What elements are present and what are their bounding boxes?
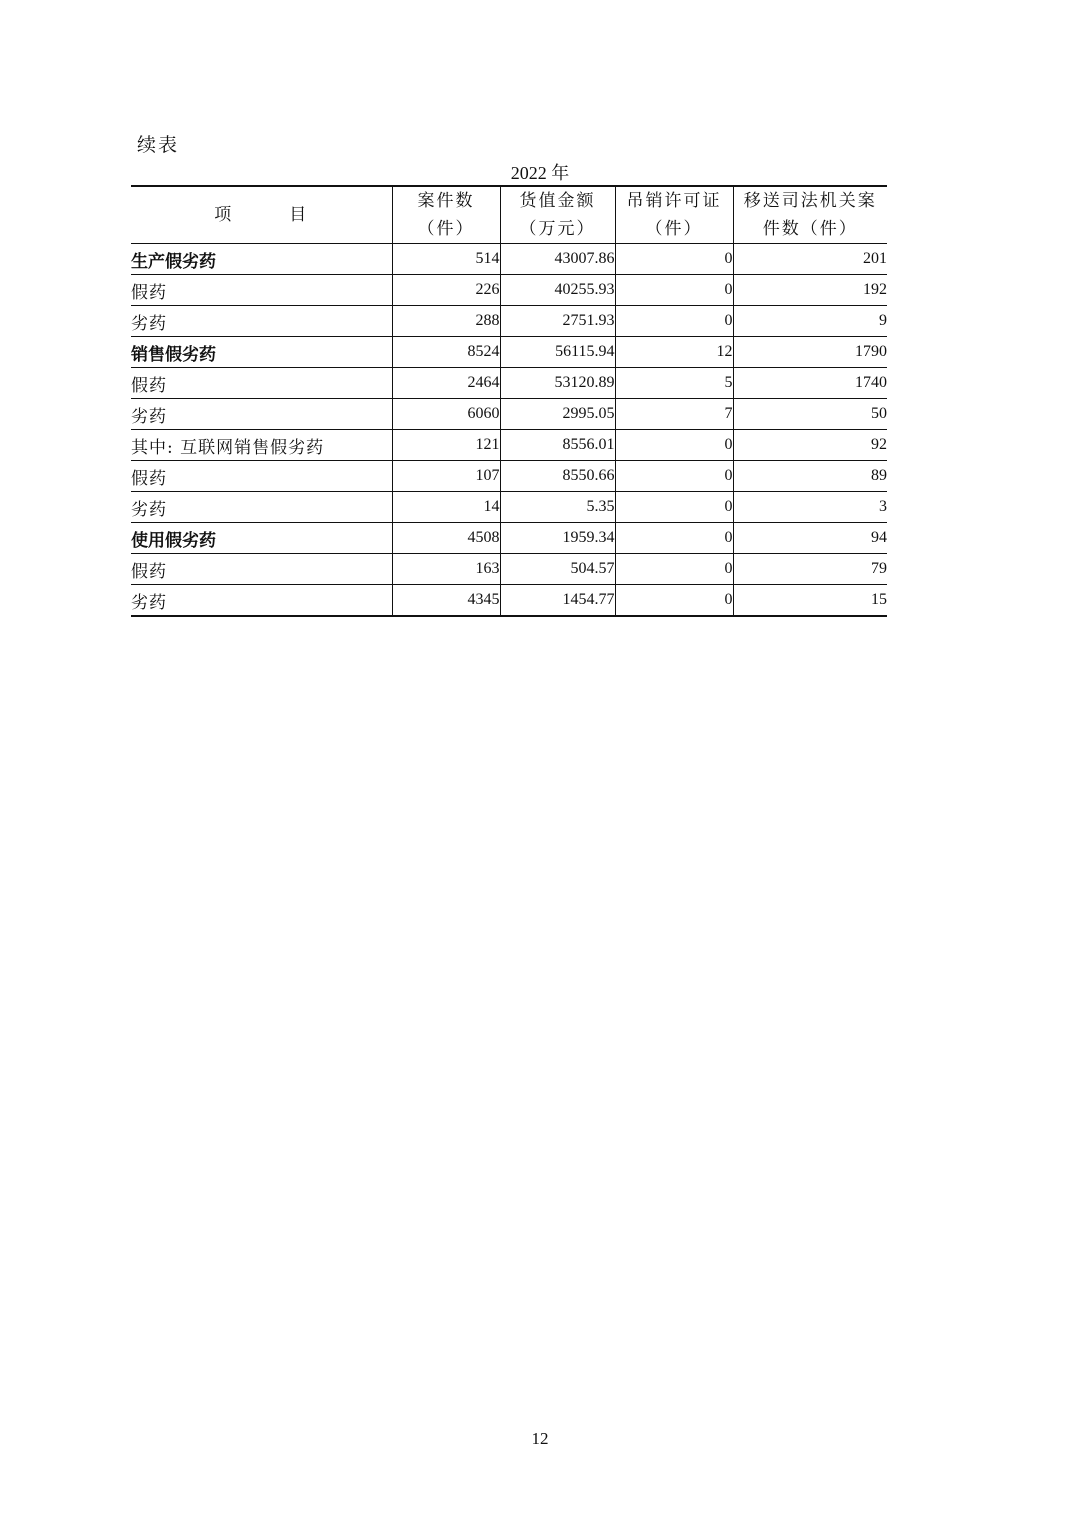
cell-cases: 2464 (392, 368, 500, 399)
drug-cases-table (131, 185, 887, 617)
cell-value: 43007.86 (500, 244, 615, 275)
row-item-name: 劣药 (131, 306, 392, 337)
row-item-name: 假药 (131, 554, 392, 585)
cell-value: 8550.66 (500, 461, 615, 492)
cell-value: 504.57 (500, 554, 615, 585)
cell-value: 1454.77 (500, 585, 615, 617)
row-item-name: 劣药 (131, 585, 392, 617)
table-row (131, 585, 887, 617)
cell-revoked: 0 (615, 492, 733, 523)
header-transferred: 移送司法机关案 件数（件） (733, 186, 887, 244)
cell-transferred: 1790 (733, 337, 887, 368)
cell-transferred: 50 (733, 399, 887, 430)
table-row (131, 275, 887, 306)
row-item-name: 劣药 (131, 492, 392, 523)
header-item: 项 目 (131, 186, 392, 244)
table-row (131, 306, 887, 337)
table-header-row (131, 186, 887, 244)
cell-revoked: 0 (615, 461, 733, 492)
cell-cases: 226 (392, 275, 500, 306)
cell-transferred: 89 (733, 461, 887, 492)
cell-cases: 6060 (392, 399, 500, 430)
cell-cases: 4508 (392, 523, 500, 554)
cell-transferred: 94 (733, 523, 887, 554)
cell-revoked: 7 (615, 399, 733, 430)
cell-revoked: 0 (615, 275, 733, 306)
cell-value: 53120.89 (500, 368, 615, 399)
row-item-name: 假药 (131, 368, 392, 399)
table-row (131, 399, 887, 430)
cell-cases: 8524 (392, 337, 500, 368)
header-cases: 案件数 （件） (392, 186, 500, 244)
cell-value: 56115.94 (500, 337, 615, 368)
table-row (131, 461, 887, 492)
cell-value: 2995.05 (500, 399, 615, 430)
cell-transferred: 9 (733, 306, 887, 337)
cell-revoked: 5 (615, 368, 733, 399)
cell-transferred: 201 (733, 244, 887, 275)
row-item-name: 劣药 (131, 399, 392, 430)
cell-cases: 288 (392, 306, 500, 337)
cell-revoked: 0 (615, 585, 733, 617)
cell-transferred: 1740 (733, 368, 887, 399)
table-year-title: 2022 年 (510, 163, 570, 183)
table-row (131, 523, 887, 554)
row-item-name: 销售假劣药 (131, 337, 392, 368)
cell-revoked: 0 (615, 430, 733, 461)
header-value: 货值金额 （万元） (500, 186, 615, 244)
cell-revoked: 0 (615, 554, 733, 585)
cell-revoked: 0 (615, 306, 733, 337)
cell-transferred: 92 (733, 430, 887, 461)
cell-cases: 514 (392, 244, 500, 275)
cell-revoked: 0 (615, 523, 733, 554)
cell-value: 8556.01 (500, 430, 615, 461)
table-row (131, 337, 887, 368)
cell-revoked: 0 (615, 244, 733, 275)
table-row (131, 554, 887, 585)
header-revoked: 吊销许可证 （件） (615, 186, 733, 244)
cell-value: 5.35 (500, 492, 615, 523)
cell-value: 2751.93 (500, 306, 615, 337)
cell-value: 40255.93 (500, 275, 615, 306)
cell-value: 1959.34 (500, 523, 615, 554)
cell-transferred: 192 (733, 275, 887, 306)
cell-cases: 107 (392, 461, 500, 492)
row-item-name: 假药 (131, 275, 392, 306)
row-item-name: 假药 (131, 461, 392, 492)
cell-revoked: 12 (615, 337, 733, 368)
cell-cases: 14 (392, 492, 500, 523)
row-item-name: 生产假劣药 (131, 244, 392, 275)
table-row (131, 368, 887, 399)
table-row (131, 244, 887, 275)
cell-cases: 163 (392, 554, 500, 585)
cell-transferred: 79 (733, 554, 887, 585)
cell-cases: 121 (392, 430, 500, 461)
cell-transferred: 15 (733, 585, 887, 617)
continued-table-label: 续表 (137, 134, 180, 156)
row-item-name: 使用假劣药 (131, 523, 392, 554)
table-row (131, 492, 887, 523)
cell-cases: 4345 (392, 585, 500, 617)
table-row (131, 430, 887, 461)
row-item-name: 其中: 互联网销售假劣药 (131, 430, 392, 461)
page-number: 12 (531, 1429, 549, 1448)
cell-transferred: 3 (733, 492, 887, 523)
